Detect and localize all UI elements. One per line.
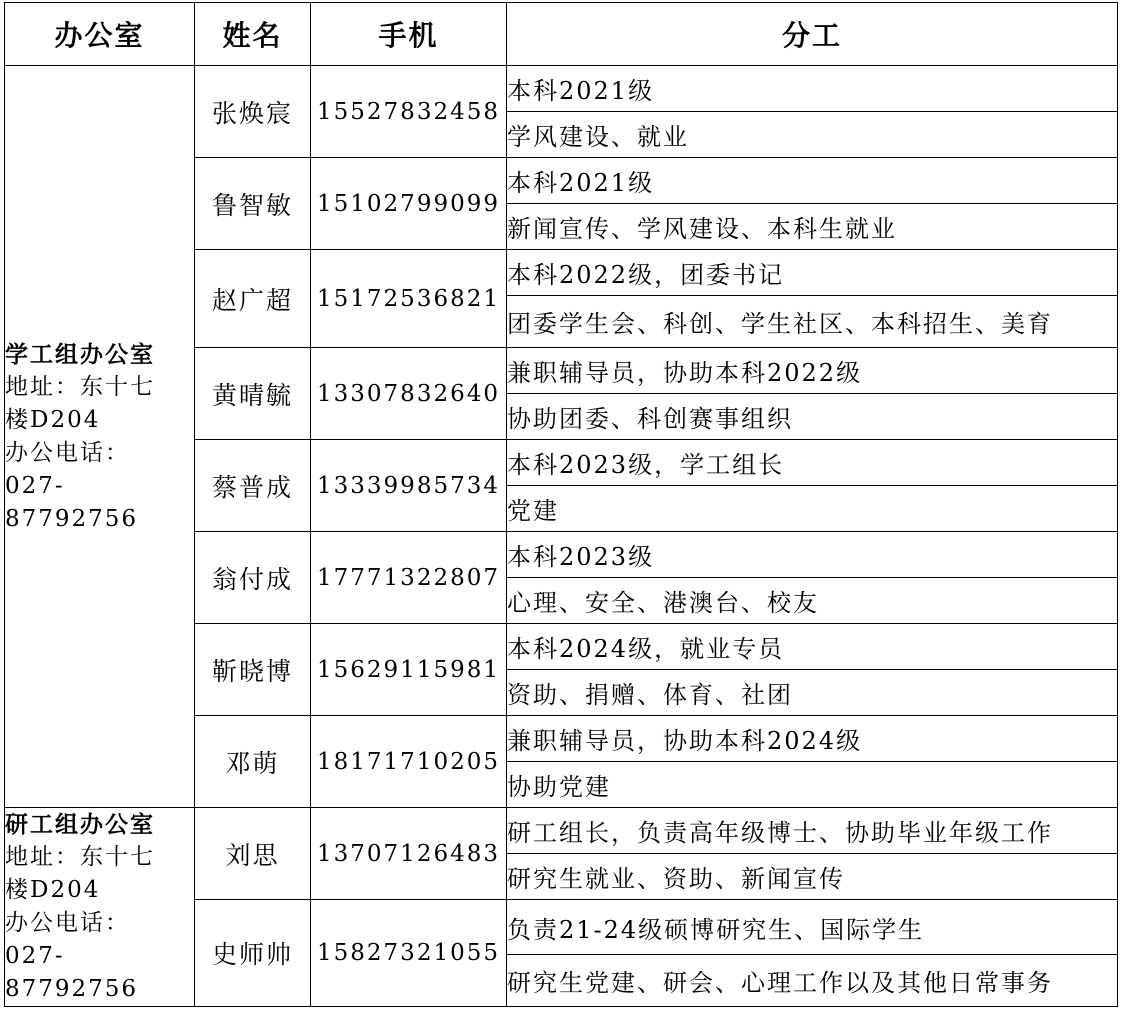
- person-name: 刘思: [195, 808, 311, 900]
- duty-cell: 学风建设、就业: [507, 112, 1118, 158]
- header-name: 姓名: [195, 3, 311, 66]
- duty-cell: 本科2021级: [507, 66, 1118, 112]
- office-name: 研工组办公室: [5, 811, 155, 838]
- person-name: 张焕宸: [195, 66, 311, 158]
- duty-cell: 心理、安全、港澳台、校友: [507, 578, 1118, 624]
- duty-cell: 兼职辅导员，协助本科2024级: [507, 716, 1118, 762]
- duty-cell: 本科2024级，就业专员: [507, 624, 1118, 670]
- staff-table: [4, 2, 1118, 1007]
- office-phone-number: 027-87792756: [5, 472, 139, 532]
- duty-cell: 本科2023级: [507, 532, 1118, 578]
- duty-cell: 协助党建: [507, 762, 1118, 808]
- person-phone: 18171710205: [311, 716, 507, 808]
- office-room-line: 楼D204: [5, 877, 101, 903]
- person-phone: 17771322807: [311, 532, 507, 624]
- person-phone: 13307832640: [311, 348, 507, 440]
- person-name: 赵广超: [195, 250, 311, 348]
- person-name: 翁付成: [195, 532, 311, 624]
- office-phone-number: 027-87792756: [5, 943, 139, 1002]
- office-address-line: 地址：东十七: [5, 373, 155, 400]
- duty-cell: 兼职辅导员，协助本科2022级: [507, 348, 1118, 394]
- duty-cell: 团委学生会、科创、学生社区、本科招生、美育: [507, 296, 1118, 348]
- person-name: 黄晴毓: [195, 348, 311, 440]
- office-cell-graduate-affairs: [5, 808, 195, 1007]
- duty-cell: 新闻宣传、学风建设、本科生就业: [507, 204, 1118, 250]
- office-cell-student-affairs: [5, 66, 195, 808]
- duty-cell: 研工组长，负责高年级博士、协助毕业年级工作: [507, 808, 1118, 854]
- person-name: 邓萌: [195, 716, 311, 808]
- office-phone-label: 办公电话：: [5, 910, 130, 936]
- duty-cell: 研究生党建、研会、心理工作以及其他日常事务: [507, 955, 1118, 1007]
- office-phone-label: 办公电话：: [5, 439, 130, 466]
- table-row: [5, 808, 1118, 854]
- duty-cell: 负责21-24级硕博研究生、国际学生: [507, 900, 1118, 955]
- header-duty: 分工: [507, 3, 1118, 66]
- person-phone: 15827321055: [311, 900, 507, 1007]
- person-phone: 15172536821: [311, 250, 507, 348]
- duty-cell: 协助团委、科创赛事组织: [507, 394, 1118, 440]
- office-address-line: 地址：东十七: [5, 844, 155, 870]
- person-name: 鲁智敏: [195, 158, 311, 250]
- person-phone: 15527832458: [311, 66, 507, 158]
- office-name: 学工组办公室: [5, 340, 155, 368]
- person-phone: 15102799099: [311, 158, 507, 250]
- header-office: 办公室: [5, 3, 195, 66]
- office-room-line: 楼D204: [5, 406, 101, 433]
- duty-cell: 本科2023级，学工组长: [507, 440, 1118, 486]
- person-name: 蔡普成: [195, 440, 311, 532]
- duty-cell: 党建: [507, 486, 1118, 532]
- person-name: 史师帅: [195, 900, 311, 1007]
- duty-cell: 研究生就业、资助、新闻宣传: [507, 854, 1118, 900]
- person-name: 靳晓博: [195, 624, 311, 716]
- duty-cell: 本科2022级，团委书记: [507, 250, 1118, 296]
- duty-cell: 本科2021级: [507, 158, 1118, 204]
- table-row: [5, 66, 1118, 112]
- header-row: [5, 3, 1118, 66]
- person-phone: 15629115981: [311, 624, 507, 716]
- person-phone: 13339985734: [311, 440, 507, 532]
- person-phone: 13707126483: [311, 808, 507, 900]
- header-phone: 手机: [311, 3, 507, 66]
- duty-cell: 资助、捐赠、体育、社团: [507, 670, 1118, 716]
